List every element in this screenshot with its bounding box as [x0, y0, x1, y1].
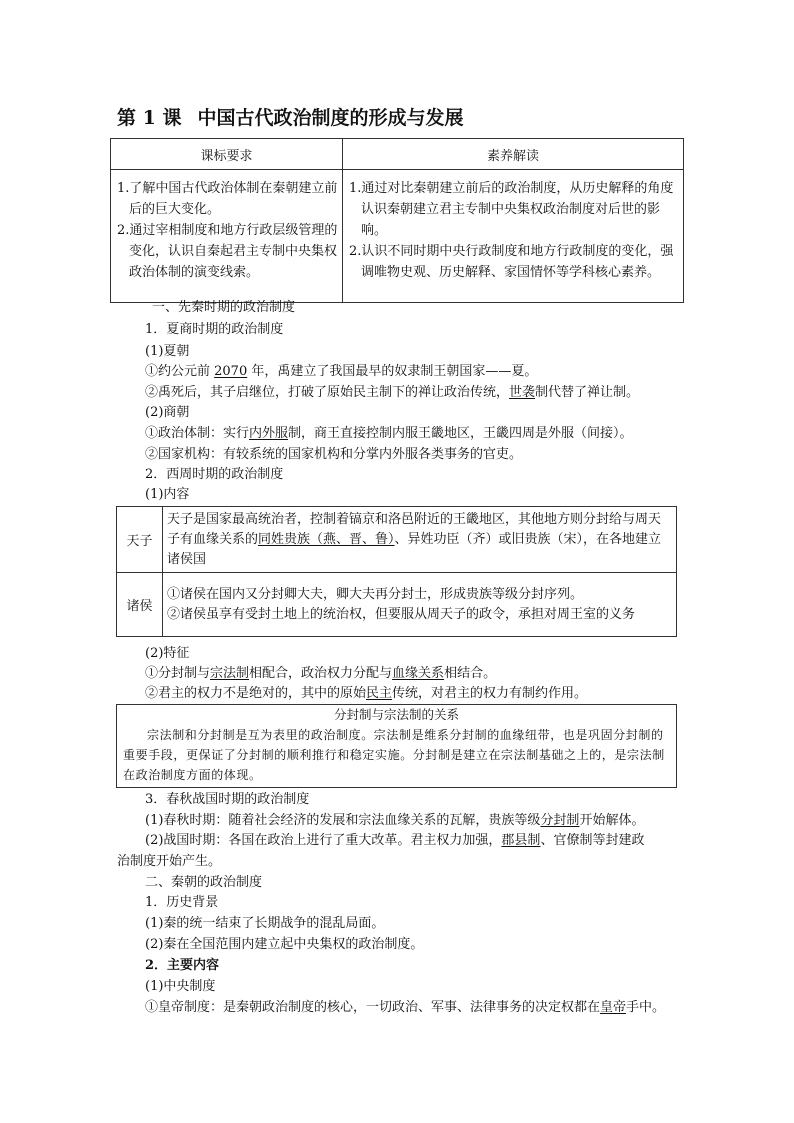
answer-blank: 宗法制	[210, 666, 250, 681]
subsection: (2)特征	[145, 646, 190, 661]
curriculum-item: 1.了解中国古代政治体制在秦朝建立前后的巨大变化。	[117, 181, 338, 217]
subheading: 2．西周时期的政治制度	[145, 467, 284, 482]
curriculum-table	[110, 138, 684, 303]
text-line: ②国家机构：有较系统的国家机构和分掌内外服各类事务的官吏。	[145, 447, 523, 462]
subheading: 2．主要内容	[145, 958, 220, 973]
literacy-cell	[343, 170, 684, 303]
section-heading-1: 一、先秦时期的政治制度	[152, 300, 296, 315]
subsection: (1)内容	[145, 487, 190, 502]
row-label-tianzi: 天子	[117, 507, 163, 573]
row-content-tianzi: 天子是国家最高统治者，控制着镐京和洛邑附近的王畿地区，其他地方则分封给与周天子有血缘关系的同姓贵族（燕、晋、鲁）、异姓功臣（齐）或旧贵族（宋），在各地建立诸侯国	[163, 507, 677, 573]
text-line: ①分封制与宗法制相配合，政治权力分配与血缘关系相结合。	[145, 666, 497, 681]
lesson-name: 中国古代政治制度的形成与发展	[197, 107, 464, 129]
answer-blank: 2070	[214, 364, 248, 379]
row-content-zhuhou: ①诸侯在国内又分封卿大夫，卿大夫再分封士，形成贵族等级分封序列。 ②诸侯虽享有受封土地上的统治权，但要服从周天子的政令，承担对周王室的义务	[163, 573, 677, 637]
text-line: ①皇帝制度：是秦朝政治制度的核心，一切政治、军事、法律事务的决定权都在皇帝手中。	[145, 1000, 666, 1015]
subheading: 1．历史背景	[145, 895, 219, 910]
lesson-number: 第 1 课	[117, 107, 182, 129]
text-line: (1)春秋时期：随着社会经济的发展和宗法血缘关系的瓦解，贵族等级分封制开始解体。	[145, 813, 645, 828]
subheading: 1．夏商时期的政治制度	[145, 322, 284, 337]
section-heading-2: 二、秦朝的政治制度	[145, 875, 263, 890]
literacy-item: 1.通过对比秦朝建立前后的政治制度，从历史解释的角度认识秦朝建立君主专制中央集权政治制度对后世的影响。	[349, 181, 674, 238]
text-line: ①政治体制：实行内外服制，商王直接控制内服王畿地区，王畿四周是外服（间接）。	[145, 426, 633, 441]
relation-note-box	[116, 704, 677, 788]
row-label-zhuhou: 诸侯	[117, 573, 163, 637]
header-curriculum: 课标要求	[111, 139, 343, 170]
box-title: 分封制与宗法制的关系	[333, 707, 459, 722]
text-line: (2)秦在全国范围内建立起中央集权的政治制度。	[145, 937, 424, 952]
text-line: 治制度开始产生。	[117, 854, 222, 869]
text-line: ①约公元前 2070 年，禹建立了我国最早的奴隶制王朝国家——夏。	[145, 364, 538, 379]
subsection: (1)夏朝	[145, 344, 190, 359]
header-literacy: 素养解读	[343, 139, 684, 170]
answer-blank: 郡县制	[501, 833, 541, 848]
zhou-system-table	[116, 506, 677, 637]
text-line: (1)秦的统一结束了长期战争的混乱局面。	[145, 916, 385, 931]
answer-blank: 世袭	[509, 385, 536, 400]
curriculum-cell	[111, 170, 343, 303]
subsection: (2)商朝	[145, 405, 190, 420]
text-line: ②禹死后，其子启继位，打破了原始民主制下的禅让政治传统，世袭制代替了禅让制。	[145, 385, 640, 400]
answer-blank: 内外服	[249, 426, 289, 441]
answer-blank: 民主	[366, 686, 393, 701]
answer-blank: 血缘关系	[392, 666, 445, 681]
literacy-item: 2.认识不同时期中央行政制度和地方行政制度的变化，强调唯物史观、历史解释、家国情怀等学科核心素养。	[349, 244, 674, 280]
box-body: 宗法制和分封制是互为表里的政治制度。宗法制是维系分封制的血缘纽带，也是巩固分封制的重要手段，更保证了分封制的顺利推行和稳定实施。分封制是建立在宗法制基础之上的，是宗法制在政治制度方面的体现。	[123, 728, 665, 782]
subheading: 3．春秋战国时期的政治制度	[145, 792, 310, 807]
answer-blank: 同姓贵族（燕、晋、鲁）	[258, 531, 395, 547]
answer-blank: 分封制	[540, 813, 580, 828]
text-line: (2)战国时期：各国在政治上进行了重大改革。君主权力加强，郡县制、官僚制等封建政	[145, 833, 645, 848]
answer-blank: 皇帝	[600, 1000, 627, 1015]
text-line: ②君主的权力不是绝对的，其中的原始民主传统，对君主的权力有制约作用。	[145, 686, 588, 701]
curriculum-item: 2.通过宰相制度和地方行政层级管理的变化，认识自秦起君主专制中央集权政治体制的演变线索。	[117, 223, 338, 280]
subsection: (1)中央制度	[145, 979, 216, 994]
page-title	[117, 103, 463, 130]
